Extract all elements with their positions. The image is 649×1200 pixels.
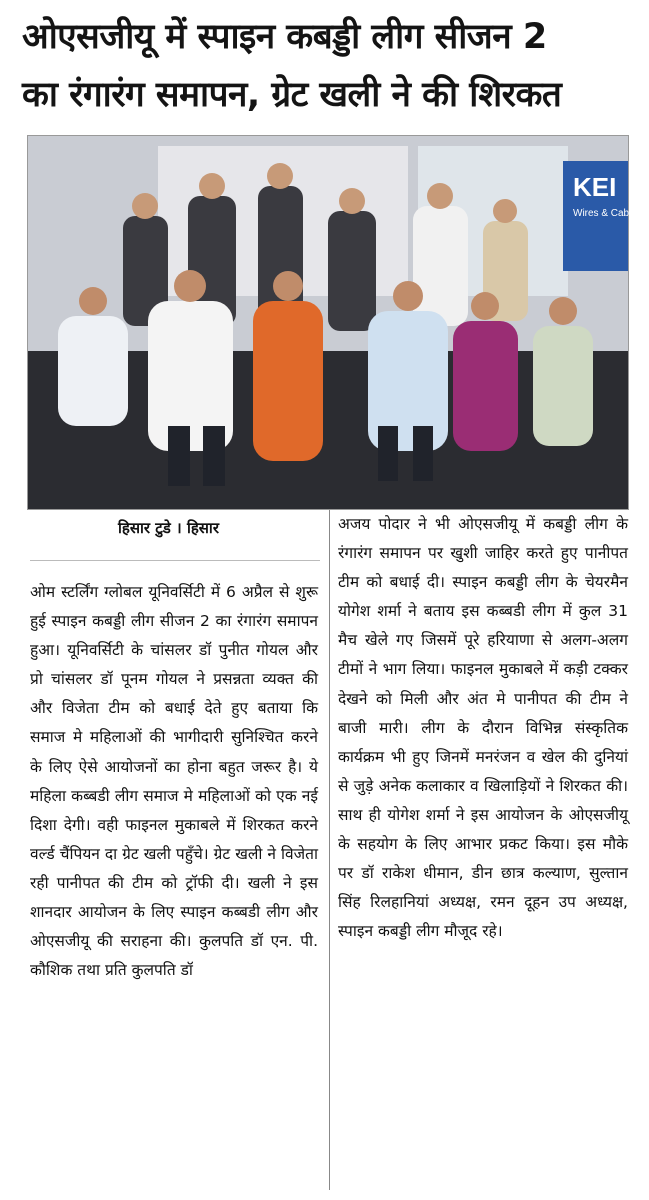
article-right-column: अजय पोदार ने भी ओएसजीयू में कबड्डी लीग के रंगारंग समापन पर खुशी जाहिर करते हुए पानीपत टीम को बधाई दी। स्पाइन कबड्डी लीग के चेयरमैन योगेश शर्मा ने बताय इस कब्बडी लीग में कुल 31 मैच खेले गए जिसमें पूरे हरियाणा से अलग-अलग टीमों ने भाग लिया। फाइनल मुकाबले में कड़ी टक्कर देखने को मिली और अंत मे पानीपत की टीम ने बाजी मारी। लीग के दौरान विभिन्न संस्कृतिक कार्यक्रम भी हुए जिनमें मनरंजन व खेल की दुनियां से जुड़े अनेक कलाकार व खिलाड़ियों ने शिरकत की। साथ ही योगेश शर्मा ने इस आयोजन के ओएसजीयू के सहयोग के लिए आभार प्रकट किया। इस मौके पर डॉ राकेश धीमान, डीन छात्र कल्याण, सुल्तान सिंह रिलहानियां अध्यक्ष, रमन दूहन उप अध्यक्ष, स्पाइन कबड्डी लीग मौजूद रहे। (338, 515, 628, 941)
headline-line-1: ओएसजीयू में स्पाइन कबड्डी लीग सीजन 2 (22, 17, 547, 57)
dateline: हिसार टुडे । हिसार (118, 519, 219, 537)
event-photo-illustration (28, 136, 642, 509)
banner-sub-text: Wires & Cables (573, 208, 642, 219)
news-photo (27, 135, 642, 510)
headline-line-2: का रंगारंग समापन, ग्रेट खली ने की शिरकत (22, 75, 562, 115)
article-left-column: ओम स्टर्लिंग ग्लोबल यूनिवर्सिटी में 6 अप्रैल से शुरू हुई स्पाइन कबड्डी लीग सीजन 2 का रंगारंग समापन हुआ। यूनिवर्सिटी के चांसलर डॉ पुनीत गोयल और प्रो चांसलर डॉ पूनम गोयल ने प्रसन्नता व्यक्त की और विजेता टीम को बधाई देते हुए बताया कि समाज मे महिलाओं की भागीदारी सुनिश्चित करने के लिए ऐसे आयोजनों का होना बहुत जरूर है। ये महिला कब्बडी लीग समाज मे महिलाओं को एक नई दिशा देगी। वही फाइनल मुकाबले में शिरकत करने वर्ल्ड चैंपियन दा ग्रेट खली पहुँचे। ग्रेट खली ने विजेता रही पानीपत की टीम को ट्रॉफी दी। खली ने इस शानदार आयोजन के लिए स्पाइन कब्बडी लीग और ओएसजीयू की सराहना की। कुलपति डॉ एन. पी. कौशिक तथा प्रति कुलपति डॉ (30, 583, 318, 980)
column-divider (329, 510, 330, 1190)
headline (22, 8, 637, 130)
banner-logo-text: KEI (573, 172, 617, 202)
dateline-rule (30, 560, 320, 561)
